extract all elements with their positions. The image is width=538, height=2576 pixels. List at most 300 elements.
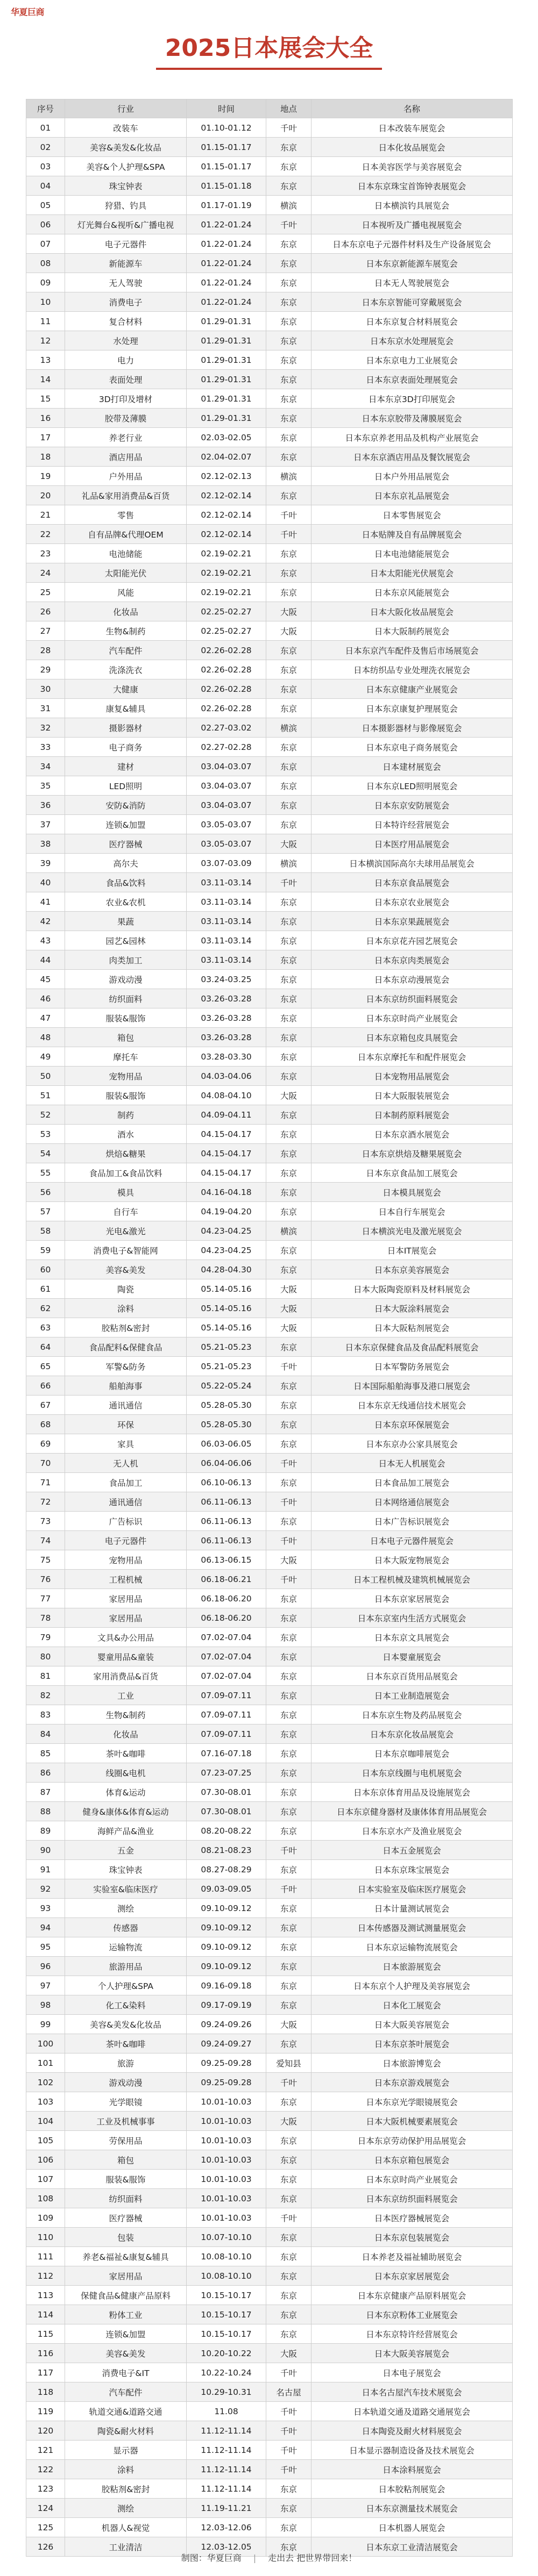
cell-industry: 五金: [65, 1841, 187, 1860]
cell-number: 01: [26, 118, 65, 138]
cell-number: 84: [26, 1725, 65, 1744]
cell-name: 日本东京健康产业展览会: [312, 679, 513, 699]
cell-date: 03.11-03.14: [187, 912, 266, 931]
cell-industry: 食品加工&食品饮料: [65, 1163, 187, 1183]
table-row: [26, 776, 513, 796]
cell-location: 东京: [266, 2518, 312, 2537]
cell-name: 日本宠物用品展览会: [312, 1067, 513, 1086]
cell-name: 日本东京风能展览会: [312, 583, 513, 602]
cell-date: 03.11-03.14: [187, 892, 266, 912]
cell-date: 02.26-02.28: [187, 641, 266, 660]
cell-date: 05.28-05.30: [187, 1415, 266, 1434]
cell-name: 日本工程机械及建筑机械展览会: [312, 1570, 513, 1589]
cell-industry: 食品&饮料: [65, 873, 187, 892]
cell-name: 日本显示器制造设备及技术展览会: [312, 2441, 513, 2460]
cell-number: 49: [26, 1047, 65, 1067]
cell-industry: 通讯通信: [65, 1396, 187, 1415]
cell-number: 125: [26, 2518, 65, 2537]
cell-location: 千叶: [266, 1879, 312, 1899]
cell-location: 东京: [266, 2228, 312, 2247]
cell-industry: 电子商务: [65, 738, 187, 757]
table-row: [26, 2112, 513, 2131]
table-row: [26, 2228, 513, 2247]
cell-date: 10.08-10.10: [187, 2247, 266, 2266]
cell-number: 107: [26, 2170, 65, 2189]
cell-date: 03.05-03.07: [187, 834, 266, 854]
cell-location: 东京: [266, 1260, 312, 1279]
cell-industry: 光学眼镜: [65, 2092, 187, 2112]
cell-name: 日本陶瓷及耐火材料展览会: [312, 2421, 513, 2441]
cell-name: 日本东京电力工业展览会: [312, 350, 513, 370]
cell-date: 10.15-10.17: [187, 2286, 266, 2305]
table-row: [26, 931, 513, 950]
cell-name: 日本东京个人护理及美容展览会: [312, 1976, 513, 1995]
cell-name: 日本东京文具展览会: [312, 1628, 513, 1647]
cell-industry: 水处理: [65, 331, 187, 350]
cell-name: 日本东京花卉园艺展览会: [312, 931, 513, 950]
cell-name: 日本大阪粘剂展览会: [312, 1318, 513, 1337]
cell-industry: 广告标识: [65, 1512, 187, 1531]
cell-date: 02.26-02.28: [187, 679, 266, 699]
cell-number: 86: [26, 1763, 65, 1783]
cell-name: 日本零售展览会: [312, 505, 513, 525]
cell-location: 大阪: [266, 1299, 312, 1318]
cell-number: 72: [26, 1492, 65, 1512]
cell-number: 108: [26, 2189, 65, 2208]
table-row: [26, 2131, 513, 2150]
cell-name: 日本东京工业清洁展览会: [312, 2537, 513, 2557]
table-row: [26, 215, 513, 234]
cell-industry: 家居用品: [65, 1589, 187, 1608]
cell-industry: 运输物流: [65, 1937, 187, 1957]
cell-number: 09: [26, 273, 65, 292]
cell-location: 东京: [266, 1666, 312, 1686]
table-row: [26, 621, 513, 641]
cell-name: 日本制药原料展览会: [312, 1105, 513, 1125]
cell-name: 日本东京表面处理展览会: [312, 370, 513, 389]
table-row: [26, 718, 513, 738]
cell-industry: 保健食品&健康产品原料: [65, 2286, 187, 2305]
cell-date: 10.01-10.03: [187, 2092, 266, 2112]
cell-number: 120: [26, 2421, 65, 2441]
cell-date: 09.25-09.28: [187, 2073, 266, 2092]
table-row: [26, 1376, 513, 1396]
table-row: [26, 292, 513, 312]
cell-number: 118: [26, 2382, 65, 2402]
cell-name: 日本军警防务展览会: [312, 1357, 513, 1376]
cell-number: 67: [26, 1396, 65, 1415]
cell-date: 04.28-04.30: [187, 1260, 266, 1279]
cell-name: 日本东京电子元器件材料及生产设备展览会: [312, 234, 513, 254]
cell-date: 06.18-06.21: [187, 1570, 266, 1589]
cell-location: 东京: [266, 1995, 312, 2015]
cell-name: 日本模具展览会: [312, 1183, 513, 1202]
cell-number: 75: [26, 1550, 65, 1570]
cell-date: 01.29-01.31: [187, 409, 266, 428]
cell-location: 千叶: [266, 505, 312, 525]
table-row: [26, 2053, 513, 2073]
cell-number: 79: [26, 1628, 65, 1647]
cell-location: 东京: [266, 1008, 312, 1028]
cell-number: 47: [26, 1008, 65, 1028]
cell-name: 日本大阪制药展览会: [312, 621, 513, 641]
cell-location: 千叶: [266, 525, 312, 544]
cell-name: 日本实验室及临床医疗展览会: [312, 1879, 513, 1899]
cell-number: 62: [26, 1299, 65, 1318]
cell-number: 29: [26, 660, 65, 679]
cell-industry: 消费电子&IT: [65, 2363, 187, 2382]
cell-industry: 化工&染料: [65, 1995, 187, 2015]
cell-number: 26: [26, 602, 65, 621]
cell-date: 02.25-02.27: [187, 602, 266, 621]
cell-name: 日本东京电子商务展览会: [312, 738, 513, 757]
table-row: [26, 1337, 513, 1357]
cell-name: 日本名古屋汽车技术展览会: [312, 2382, 513, 2402]
table-row: [26, 1763, 513, 1783]
table-row: [26, 2189, 513, 2208]
table-row: [26, 2479, 513, 2499]
table-row: [26, 892, 513, 912]
cell-number: 18: [26, 447, 65, 467]
cell-number: 94: [26, 1918, 65, 1937]
cell-date: 04.15-04.17: [187, 1163, 266, 1183]
cell-location: 东京: [266, 2189, 312, 2208]
table-row: [26, 1705, 513, 1725]
table-row: [26, 2382, 513, 2402]
cell-location: 东京: [266, 1957, 312, 1976]
table-row: [26, 234, 513, 254]
cell-industry: 养老&福祉&康复&辅具: [65, 2247, 187, 2266]
cell-name: 日本东京珠宝首饰钟表展览会: [312, 176, 513, 196]
cell-date: 07.23-07.25: [187, 1763, 266, 1783]
table-row: [26, 1821, 513, 1841]
cell-date: 09.03-09.05: [187, 1879, 266, 1899]
cell-location: 东京: [266, 176, 312, 196]
cell-date: 09.10-09.12: [187, 1957, 266, 1976]
cell-industry: 涂料: [65, 1299, 187, 1318]
cell-number: 42: [26, 912, 65, 931]
cell-number: 100: [26, 2034, 65, 2053]
cell-date: 01.17-01.19: [187, 196, 266, 215]
cell-location: 东京: [266, 1725, 312, 1744]
cell-industry: 农业&农机: [65, 892, 187, 912]
cell-number: 65: [26, 1357, 65, 1376]
table-row: [26, 409, 513, 428]
cell-location: 大阪: [266, 2112, 312, 2131]
cell-name: 日本大阪涂料展览会: [312, 1299, 513, 1318]
table-row: [26, 1570, 513, 1589]
cell-number: 64: [26, 1337, 65, 1357]
table-row: [26, 2092, 513, 2112]
cell-name: 日本无人驾驶展览会: [312, 273, 513, 292]
cell-number: 37: [26, 815, 65, 834]
cell-number: 123: [26, 2479, 65, 2499]
cell-name: 日本东京运输物流展览会: [312, 1937, 513, 1957]
cell-date: 02.19-02.21: [187, 544, 266, 563]
cell-name: 日本东京3D打印展览会: [312, 389, 513, 409]
cell-location: 大阪: [266, 602, 312, 621]
cell-number: 12: [26, 331, 65, 350]
cell-name: 日本东京家居展览会: [312, 2266, 513, 2286]
cell-location: 东京: [266, 583, 312, 602]
table-row: [26, 660, 513, 679]
cell-industry: 生物&制药: [65, 621, 187, 641]
table-row: [26, 254, 513, 273]
table-row: [26, 1531, 513, 1550]
table-row: [26, 1841, 513, 1860]
cell-name: 日本电子元器件展览会: [312, 1531, 513, 1550]
cell-industry: 狩猎、钓具: [65, 196, 187, 215]
cell-industry: 珠宝钟表: [65, 1860, 187, 1879]
cell-industry: 电子元器件: [65, 1531, 187, 1550]
table-header: [26, 99, 513, 118]
cell-date: 04.19-04.20: [187, 1202, 266, 1221]
cell-industry: 果蔬: [65, 912, 187, 931]
cell-number: 11: [26, 312, 65, 331]
cell-location: 东京: [266, 641, 312, 660]
cell-name: 日本大阪化妆品展览会: [312, 602, 513, 621]
cell-name: 日本摄影器材与影像展览会: [312, 718, 513, 738]
table-row: [26, 2518, 513, 2537]
cell-industry: 无人驾驶: [65, 273, 187, 292]
cell-location: 东京: [266, 738, 312, 757]
cell-location: 东京: [266, 815, 312, 834]
cell-number: 17: [26, 428, 65, 447]
table-row: [26, 1744, 513, 1763]
cell-date: 05.22-05.24: [187, 1376, 266, 1396]
exhibition-table: [26, 99, 513, 2557]
footer-slogan: 走出去 把世界带回来！: [268, 2553, 357, 2563]
cell-number: 102: [26, 2073, 65, 2092]
cell-number: 114: [26, 2305, 65, 2324]
table-row: [26, 312, 513, 331]
table-row: [26, 1183, 513, 1202]
cell-date: 11.08: [187, 2402, 266, 2421]
table-row: [26, 1454, 513, 1473]
cell-number: 74: [26, 1531, 65, 1550]
cell-industry: 茶叶&咖啡: [65, 2034, 187, 2053]
cell-location: 东京: [266, 1744, 312, 1763]
cell-industry: 摩托车: [65, 1047, 187, 1067]
cell-date: 07.02-07.04: [187, 1628, 266, 1647]
cell-industry: 无人机: [65, 1454, 187, 1473]
cell-date: 07.02-07.04: [187, 1647, 266, 1666]
cell-number: 124: [26, 2499, 65, 2518]
cell-name: 日本无人机展览会: [312, 1454, 513, 1473]
cell-number: 68: [26, 1415, 65, 1434]
table-row: [26, 2499, 513, 2518]
cell-date: 07.09-07.11: [187, 1725, 266, 1744]
table-row: [26, 2286, 513, 2305]
cell-industry: 纺织面料: [65, 2189, 187, 2208]
cell-industry: 宠物用品: [65, 1067, 187, 1086]
cell-date: 02.25-02.27: [187, 621, 266, 641]
table-row: [26, 1008, 513, 1028]
cell-name: 日本东京酒水展览会: [312, 1125, 513, 1144]
table-row: [26, 1492, 513, 1512]
cell-number: 70: [26, 1454, 65, 1473]
cell-number: 92: [26, 1879, 65, 1899]
cell-number: 19: [26, 467, 65, 486]
cell-date: 01.22-01.24: [187, 292, 266, 312]
cell-date: 05.14-05.16: [187, 1299, 266, 1318]
cell-industry: 医疗器械: [65, 2208, 187, 2228]
cell-industry: 电池储能: [65, 544, 187, 563]
cell-date: 01.15-01.17: [187, 138, 266, 157]
table-row: [26, 602, 513, 621]
cell-location: 东京: [266, 1802, 312, 1821]
cell-name: 日本化工展览会: [312, 1995, 513, 2015]
cell-name: 日本传感器及测试测量展览会: [312, 1918, 513, 1937]
cell-name: 日本横滨钓具展览会: [312, 196, 513, 215]
cell-number: 41: [26, 892, 65, 912]
cell-name: 日本建材展览会: [312, 757, 513, 776]
table-row: [26, 2363, 513, 2382]
cell-industry: 食品加工: [65, 1473, 187, 1492]
cell-name: 日本东京食品加工展览会: [312, 1163, 513, 1183]
cell-date: 03.28-03.30: [187, 1047, 266, 1067]
cell-name: 日本纺织品专业处理洗衣展览会: [312, 660, 513, 679]
cell-number: 89: [26, 1821, 65, 1841]
cell-industry: 游戏动漫: [65, 2073, 187, 2092]
cell-number: 69: [26, 1434, 65, 1454]
cell-location: 东京: [266, 1183, 312, 1202]
cell-date: 09.25-09.28: [187, 2053, 266, 2073]
cell-location: 东京: [266, 2537, 312, 2557]
cell-industry: 安防&消防: [65, 796, 187, 815]
cell-number: 76: [26, 1570, 65, 1589]
cell-name: 日本东京珠宝展览会: [312, 1860, 513, 1879]
table-row: [26, 757, 513, 776]
cell-industry: 服装&服饰: [65, 1008, 187, 1028]
cell-location: 东京: [266, 447, 312, 467]
cell-location: 东京: [266, 1125, 312, 1144]
cell-date: 04.03-04.06: [187, 1067, 266, 1086]
cell-industry: 洗涤洗衣: [65, 660, 187, 679]
cell-date: 01.22-01.24: [187, 234, 266, 254]
cell-date: 02.12-02.14: [187, 486, 266, 505]
cell-location: 大阪: [266, 2015, 312, 2034]
cell-number: 54: [26, 1144, 65, 1163]
cell-location: 东京: [266, 1628, 312, 1647]
cell-number: 57: [26, 1202, 65, 1221]
cell-number: 20: [26, 486, 65, 505]
table-row: [26, 1802, 513, 1821]
table-row: [26, 1125, 513, 1144]
cell-date: 06.18-06.20: [187, 1589, 266, 1608]
cell-location: 东京: [266, 1647, 312, 1666]
cell-location: 东京: [266, 796, 312, 815]
cell-date: 10.01-10.03: [187, 2189, 266, 2208]
cell-industry: 摄影器材: [65, 718, 187, 738]
cell-location: 东京: [266, 1473, 312, 1492]
cell-industry: 养老行业: [65, 428, 187, 447]
cell-industry: 工业: [65, 1686, 187, 1705]
cell-date: 03.11-03.14: [187, 950, 266, 970]
cell-industry: 军警&防务: [65, 1357, 187, 1376]
cell-number: 40: [26, 873, 65, 892]
cell-name: 日本户外用品展览会: [312, 467, 513, 486]
cell-name: 日本东京茶叶展览会: [312, 2034, 513, 2053]
cell-number: 21: [26, 505, 65, 525]
cell-number: 87: [26, 1783, 65, 1802]
cell-number: 71: [26, 1473, 65, 1492]
cell-number: 05: [26, 196, 65, 215]
cell-date: 01.29-01.31: [187, 331, 266, 350]
table-row: [26, 447, 513, 467]
cell-date: 01.15-01.17: [187, 157, 266, 176]
cell-date: 07.30-08.01: [187, 1783, 266, 1802]
cell-location: 东京: [266, 2092, 312, 2112]
cell-industry: 消费电子&智能网: [65, 1241, 187, 1260]
cell-location: 千叶: [266, 2363, 312, 2382]
table-body: [26, 118, 513, 2557]
cell-name: 日本东京时尚产业展览会: [312, 2170, 513, 2189]
cell-name: 日本养老及福祉辅助展览会: [312, 2247, 513, 2266]
table-row: [26, 486, 513, 505]
table-row: [26, 176, 513, 196]
cell-industry: 传感器: [65, 1918, 187, 1937]
cell-location: 东京: [266, 2305, 312, 2324]
cell-industry: 实验室&临床医疗: [65, 1879, 187, 1899]
cell-date: 01.22-01.24: [187, 215, 266, 234]
cell-location: 东京: [266, 1918, 312, 1937]
cell-name: 日本东京酒店用品及餐饮展览会: [312, 447, 513, 467]
table-row: [26, 699, 513, 718]
cell-name: 日本婴童展览会: [312, 1647, 513, 1666]
cell-number: 103: [26, 2092, 65, 2112]
table-row: [26, 1144, 513, 1163]
cell-name: 日本贴牌及自有品牌展览会: [312, 525, 513, 544]
cell-number: 59: [26, 1241, 65, 1260]
table-row: [26, 118, 513, 138]
cell-name: 日本国际船舶海事及港口展览会: [312, 1376, 513, 1396]
cell-name: 日本特许经营展览会: [312, 815, 513, 834]
cell-number: 99: [26, 2015, 65, 2034]
cell-date: 05.14-05.16: [187, 1279, 266, 1299]
cell-location: 东京: [266, 679, 312, 699]
cell-name: 日本东京食品展览会: [312, 873, 513, 892]
cell-name: 日本大阪美容展览会: [312, 2344, 513, 2363]
cell-date: 03.26-03.28: [187, 1028, 266, 1047]
cell-location: 东京: [266, 1028, 312, 1047]
cell-location: 东京: [266, 1705, 312, 1725]
cell-number: 88: [26, 1802, 65, 1821]
table-row: [26, 1067, 513, 1086]
table-row: [26, 331, 513, 350]
table-row: [26, 641, 513, 660]
cell-industry: 文具&办公用品: [65, 1628, 187, 1647]
table-row: [26, 138, 513, 157]
cell-location: 东京: [266, 389, 312, 409]
cell-number: 36: [26, 796, 65, 815]
cell-date: 06.18-06.20: [187, 1608, 266, 1628]
cell-name: 日本东京动漫展览会: [312, 970, 513, 989]
cell-date: 10.22-10.24: [187, 2363, 266, 2382]
cell-location: 东京: [266, 2247, 312, 2266]
cell-number: 112: [26, 2266, 65, 2286]
cell-date: 10.08-10.10: [187, 2266, 266, 2286]
cell-number: 55: [26, 1163, 65, 1183]
cell-industry: 陶瓷&耐火材料: [65, 2421, 187, 2441]
cell-name: 日本东京生物及药品展览会: [312, 1705, 513, 1725]
cell-name: 日本轨道交通及道路交通展览会: [312, 2402, 513, 2421]
cell-date: 07.30-08.01: [187, 1802, 266, 1821]
cell-location: 东京: [266, 273, 312, 292]
footer-separator: |: [253, 2553, 257, 2563]
cell-name: 日本视听及广播电视展览会: [312, 215, 513, 234]
cell-industry: 肉类加工: [65, 950, 187, 970]
